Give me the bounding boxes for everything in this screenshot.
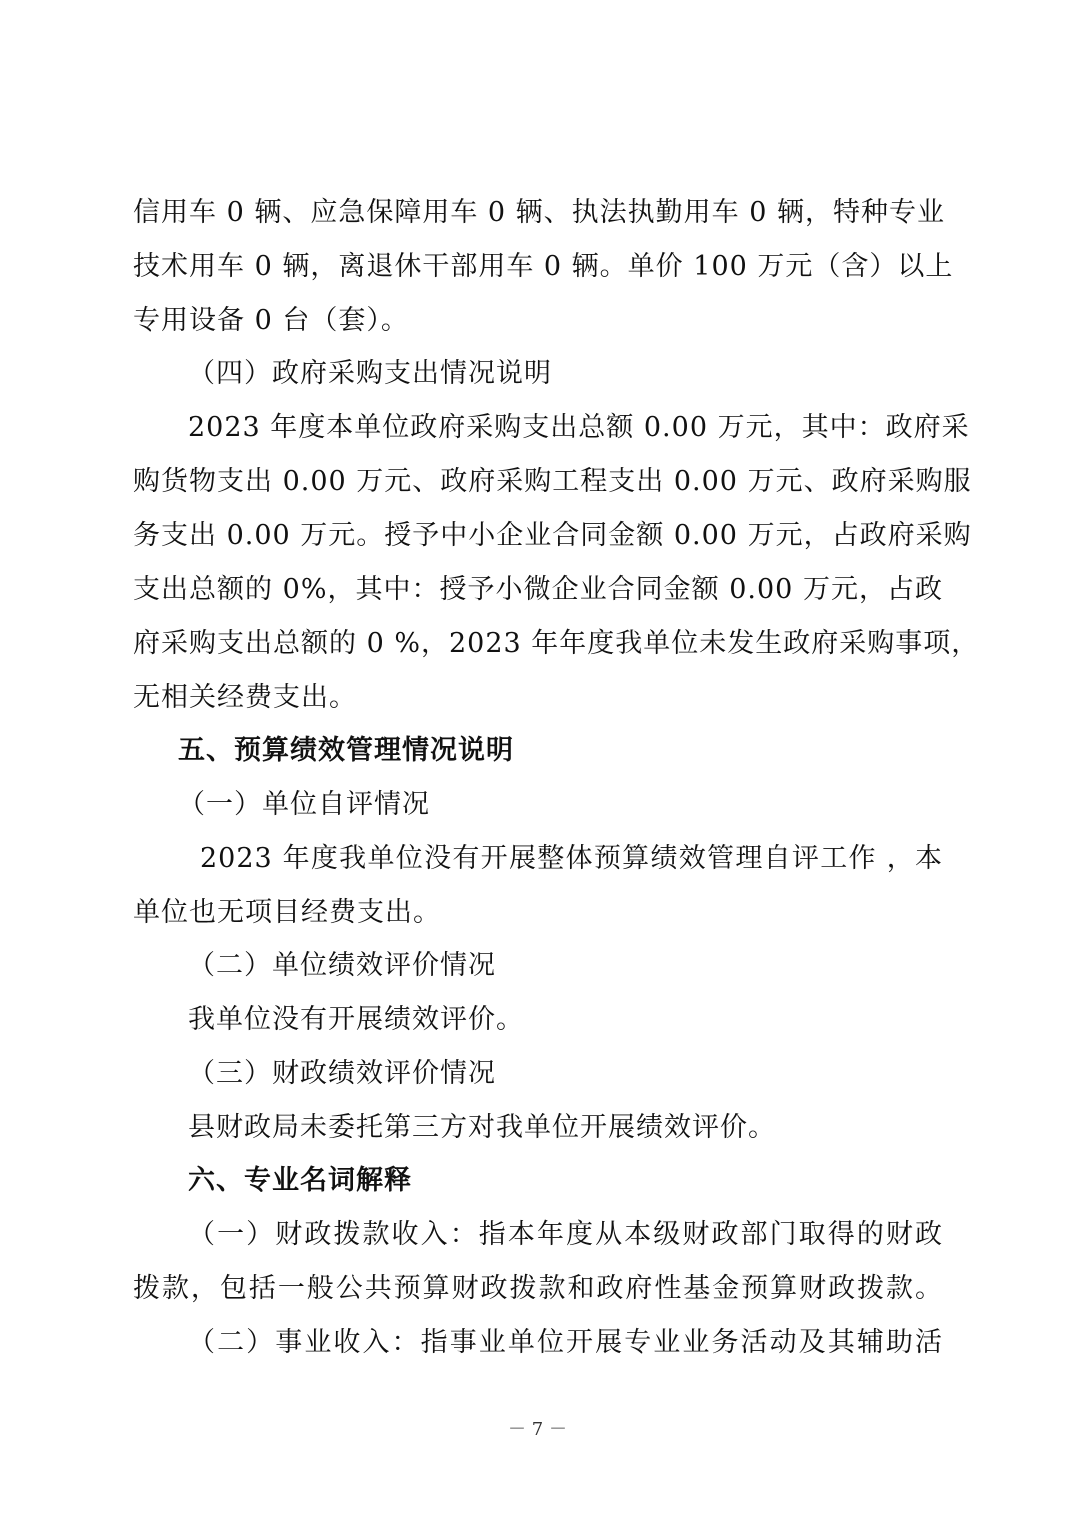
body-text-line: 2023 年度我单位没有开展整体预算绩效管理自评工作 ，本 (200, 843, 943, 874)
section-heading: 六、专业名词解释 (188, 1165, 412, 1196)
section-heading: 五、预算绩效管理情况说明 (178, 735, 514, 766)
body-text-line: 技术用车 0 辆，离退休干部用车 0 辆。单价 100 万元（含）以上 (133, 251, 954, 282)
body-text-line: 我单位没有开展绩效评价。 (188, 1004, 524, 1035)
body-text-line: 府采购支出总额的 0 %，2023 年年度我单位未发生政府采购事项， (133, 628, 980, 659)
page-number: － 7 － (508, 1419, 567, 1440)
body-text-line: 信用车 0 辆、应急保障用车 0 辆、执法执勤用车 0 辆，特种专业 (133, 197, 946, 228)
body-text-line: 支出总额的 0%，其中：授予小微企业合同金额 0.00 万元，占政 (133, 574, 943, 605)
body-text-line: 2023 年度本单位政府采购支出总额 0.00 万元，其中：政府采 (188, 412, 970, 443)
section-subheading: （二）单位绩效评价情况 (188, 950, 496, 981)
section-subheading: （三）财政绩效评价情况 (188, 1058, 496, 1089)
body-text-line: 单位也无项目经费支出。 (133, 897, 441, 928)
body-text-line: （二）事业收入：指事业单位开展专业业务活动及其辅助活 (188, 1327, 943, 1358)
body-text-line: 专用设备 0 台（套）。 (133, 305, 409, 336)
body-text-line: 务支出 0.00 万元。授予中小企业合同金额 0.00 万元，占政府采购 (133, 520, 972, 551)
body-text-line: 县财政局未委托第三方对我单位开展绩效评价。 (188, 1112, 776, 1143)
body-text-line: 拨款，包括一般公共预算财政拨款和政府性基金预算财政拨款。 (133, 1273, 943, 1304)
body-text-line: （一）财政拨款收入：指本年度从本级财政部门取得的财政 (188, 1219, 943, 1250)
body-text-line: 无相关经费支出。 (133, 682, 357, 713)
section-subheading: （一）单位自评情况 (178, 789, 430, 820)
section-subheading: （四）政府采购支出情况说明 (188, 358, 552, 389)
body-text-line: 购货物支出 0.00 万元、政府采购工程支出 0.00 万元、政府采购服 (133, 466, 972, 497)
